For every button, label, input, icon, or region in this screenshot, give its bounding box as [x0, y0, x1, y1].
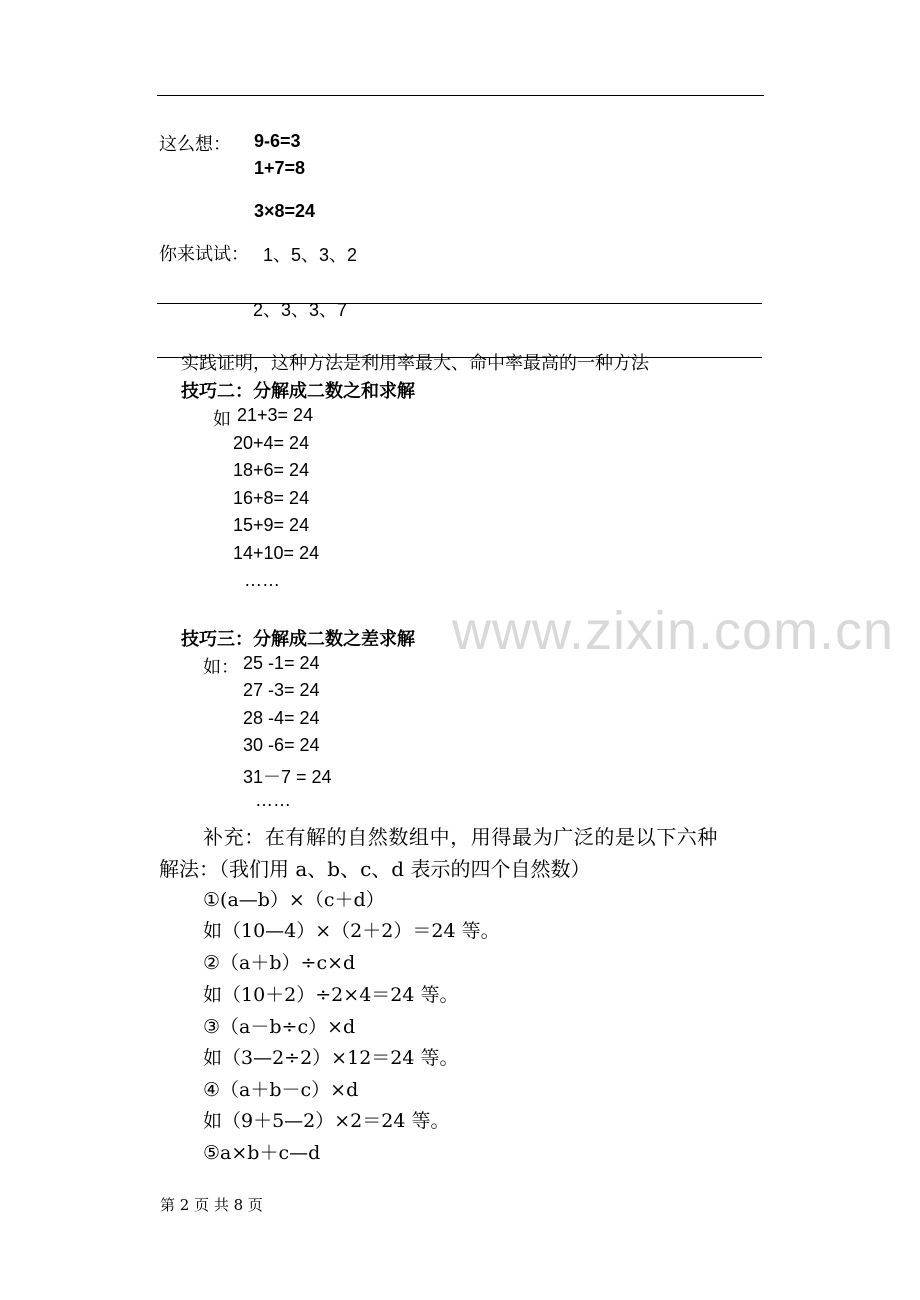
formula-1: ①(a—b）×（c＋d）: [203, 889, 385, 911]
tip2-line: 21+3= 24: [237, 405, 314, 425]
header-rule: [157, 95, 764, 96]
tip2-line: 15+9= 24: [233, 515, 310, 535]
tip2-prefix: 如: [213, 409, 231, 430]
tip2-ellipsis: ……: [244, 570, 280, 590]
formula-2: ②（a＋b）÷c×d: [203, 952, 356, 974]
tip3-line: 27 -3= 24: [243, 680, 320, 700]
example-4: 如（9＋5—2）×2＝24 等。: [203, 1110, 450, 1132]
divider-1: [157, 303, 762, 304]
tip3-prefix: 如：: [203, 657, 239, 678]
example-1: 如（10—4）×（2＋2）＝24 等。: [203, 920, 500, 942]
try-line-1: 1、5、3、2: [263, 245, 358, 265]
supplement-line-1: 补充：在有解的自然数组中，用得最为广泛的是以下六种: [203, 825, 718, 849]
tip2-title: 技巧二：分解成二数之和求解: [181, 381, 415, 402]
tip3-line: 31－7 = 24: [243, 767, 332, 787]
supplement-line-2: 解法：（我们用 a、b、c、d 表示的四个自然数）: [159, 857, 591, 881]
formula-3: ③（a－b÷c）×d: [203, 1016, 356, 1038]
tip2-line: 20+4= 24: [233, 433, 310, 453]
tip2-line: 14+10= 24: [233, 543, 320, 563]
try-label: 你来试试：: [159, 244, 249, 265]
tip3-title: 技巧三：分解成二数之差求解: [181, 629, 415, 650]
formula-5: ⑤a×b＋c—d: [203, 1142, 321, 1164]
watermark: www.zixin.com.cn: [452, 601, 895, 661]
think-line-1: 9-6=3: [254, 131, 301, 151]
tip2-line: 16+8= 24: [233, 488, 310, 508]
think-line-2: 1+7=8: [254, 158, 306, 178]
tip3-line: 30 -6= 24: [243, 735, 320, 755]
try-line-2: 2、3、3、7: [253, 300, 348, 320]
tip3-ellipsis: ……: [255, 790, 291, 810]
page-footer: 第 2 页 共 8 页: [160, 1196, 263, 1214]
example-3: 如（3—2÷2）×12＝24 等。: [203, 1047, 459, 1069]
tip3-line: 28 -4= 24: [243, 708, 320, 728]
formula-4: ④（a＋b－c）×d: [203, 1079, 359, 1101]
think-line-3: 3×8=24: [254, 201, 316, 221]
tip3-line: 25 -1= 24: [243, 653, 320, 673]
tip2-line: 18+6= 24: [233, 460, 310, 480]
think-label: 这么想：: [159, 134, 231, 155]
proof-text: 实践证明，这种方法是利用率最大、命中率最高的一种方法: [181, 353, 649, 374]
example-2: 如（10＋2）÷2×4＝24 等。: [203, 984, 459, 1006]
